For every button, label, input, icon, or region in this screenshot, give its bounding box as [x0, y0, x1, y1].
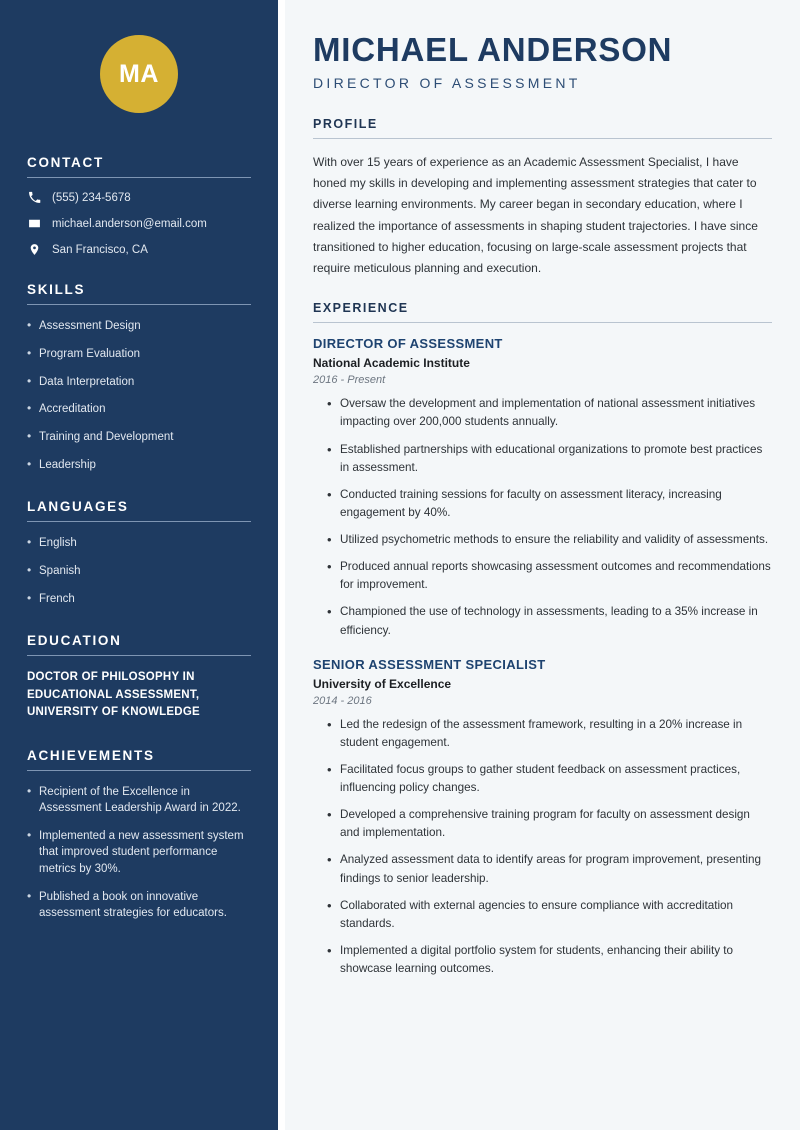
skills-list [27, 318, 251, 473]
list-item: • Collaborated with external agencies to ensure compliance with accreditation standards. [327, 897, 772, 933]
education-section [27, 633, 251, 721]
languages-divider [27, 521, 251, 522]
list-item: • French [27, 591, 251, 607]
languages-list [27, 535, 251, 607]
experience-heading: EXPERIENCE [313, 301, 409, 316]
job-dates: 2016 - Present [313, 374, 386, 387]
skills-section [27, 282, 251, 473]
job-bullet-list [313, 716, 772, 979]
contact-divider [27, 177, 251, 178]
list-item: • Spanish [27, 563, 251, 579]
skills-divider [27, 304, 251, 305]
experience-section [313, 301, 772, 978]
list-item: • Developed a comprehensive training program for faculty on assessment design and implementation. [327, 806, 772, 842]
achievements-list [27, 784, 251, 921]
education-entry: DOCTOR OF PHILOSOPHY IN EDUCATIONAL ASSESSMENT, UNIVERSITY OF KNOWLEDGE [27, 671, 200, 719]
contact-location-value: San Francisco, CA [52, 243, 148, 256]
phone-icon [27, 191, 41, 204]
job-title: DIRECTOR OF ASSESSMENT [313, 336, 503, 352]
list-item: • Training and Development [27, 429, 251, 445]
contact-section [27, 155, 251, 256]
job-bullet-list [313, 395, 772, 639]
avatar: MA [100, 35, 178, 113]
job-company: National Academic Institute [313, 356, 470, 371]
list-item: • Implemented a new assessment system that improved student performance metrics by 30%. [27, 828, 251, 877]
sidebar [0, 0, 278, 1130]
list-item: • Published a book on innovative assessment strategies for educators. [27, 889, 251, 922]
skills-heading: SKILLS [27, 282, 86, 297]
achievements-divider [27, 770, 251, 771]
education-divider [27, 655, 251, 656]
list-item: • Implemented a digital portfolio system for students, enhancing their ability to showcase learning outcomes. [327, 942, 772, 978]
languages-section [27, 499, 251, 607]
main-content [285, 0, 800, 1130]
contact-email-value: michael.anderson@email.com [52, 217, 207, 230]
experience-entry [313, 657, 772, 979]
list-item: • Assessment Design [27, 318, 251, 334]
contact-heading: CONTACT [27, 155, 104, 170]
job-company: University of Excellence [313, 676, 452, 691]
job-title: SENIOR ASSESSMENT SPECIALIST [313, 656, 546, 672]
achievements-section [27, 748, 251, 921]
list-item: • Accreditation [27, 401, 251, 417]
profile-section [313, 117, 772, 279]
list-item: • Utilized psychometric methods to ensure the reliability and validity of assessments. [327, 531, 772, 549]
list-item: • Analyzed assessment data to identify areas for program improvement, presenting findings to senior leadership. [327, 851, 772, 887]
list-item: • Leadership [27, 457, 251, 473]
list-item: • Program Evaluation [27, 346, 251, 362]
map-pin-icon [27, 243, 41, 256]
list-item: • Produced annual reports showcasing assessment outcomes and recommendations for improvement. [327, 558, 772, 594]
languages-heading: LANGUAGES [27, 499, 129, 515]
profile-divider [313, 138, 772, 139]
envelope-icon [27, 217, 41, 230]
education-heading: EDUCATION [27, 633, 122, 649]
column-gap [278, 0, 285, 1130]
list-item: • Led the redesign of the assessment framework, resulting in a 20% increase in student engagement. [327, 716, 772, 752]
experience-entry [313, 336, 772, 639]
contact-item-email[interactable] [27, 217, 251, 230]
profile-heading: PROFILE [313, 116, 378, 131]
list-item: • Data Interpretation [27, 374, 251, 390]
list-item: • Recipient of the Excellence in Assessment Leadership Award in 2022. [27, 784, 251, 817]
list-item: • Conducted training sessions for faculty on assessment literacy, increasing engagement by 40%. [327, 486, 772, 522]
list-item: • Championed the use of technology in assessments, leading to a 35% increase in efficiency. [327, 603, 772, 639]
experience-divider [313, 322, 772, 323]
list-item: • English [27, 535, 251, 551]
list-item: • Oversaw the development and implementation of national assessment initiatives impacting over 200,000 students annually. [327, 395, 772, 431]
list-item: • Facilitated focus groups to gather student feedback on assessment practices, influencing policy changes. [327, 761, 772, 797]
contact-item-location[interactable] [27, 243, 251, 256]
list-item: • Established partnerships with educational organizations to promote best practices in assessment. [327, 441, 772, 477]
contact-item-phone[interactable] [27, 191, 251, 204]
job-role-subtitle: DIRECTOR OF ASSESSMENT [313, 74, 581, 91]
page-title: MICHAEL ANDERSON [313, 31, 673, 68]
profile-text: With over 15 years of experience as an Academic Assessment Specialist, I have honed my skills in developing and implementing assessment strategies that cater to diverse learning environments. My career began in secondary education, where I realized the importance of assessments in shaping student trajectories. I have since transitioned to higher education, focusing on large-scale assessment projects that require meticulous planning and execution. [313, 154, 758, 276]
contact-phone-value: (555) 234-5678 [52, 191, 131, 204]
avatar-container [27, 0, 251, 155]
achievements-heading: ACHIEVEMENTS [27, 747, 155, 763]
job-dates: 2014 - 2016 [313, 694, 372, 707]
